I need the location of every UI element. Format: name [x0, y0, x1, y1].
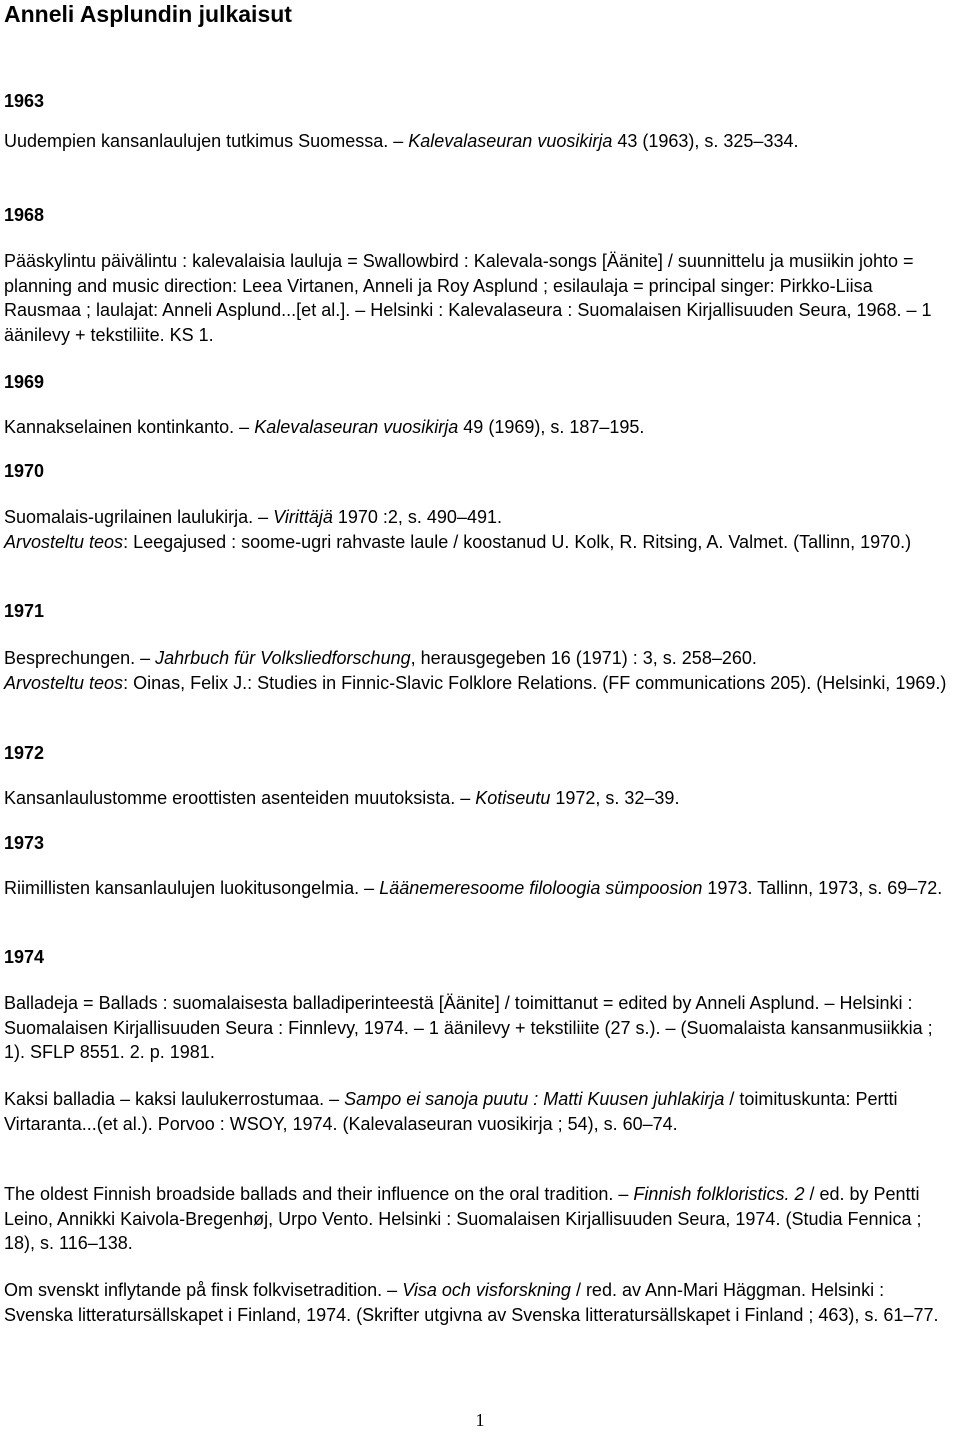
- year-heading-1971: 1971: [4, 601, 45, 621]
- bibliography-entry: Pääskylintu päivälintu : kalevalaisia lauluja = Swallowbird : Kalevala-songs [Äänite] / suunnittelu ja musiikin johto = planning and music direction: Leea Virtanen, Anneli ja Roy Asplund ; esilaulaja = principal singer: Pirkko-Liisa Rausmaa ; laulajat: Anneli Asplund...[et al.]. – Helsinki : Kalevalaseura : Suomalaisen Kirjallisuuden Seura, 1968. – 1 äänilevy + tekstiliite. KS 1.: [4, 251, 932, 345]
- source-title: Visa och visforskning: [402, 1280, 571, 1300]
- year-heading-1969: 1969: [4, 372, 45, 392]
- source-title: Virittäjä: [273, 507, 333, 527]
- reviewed-work-label: Arvosteltu teos: [4, 672, 124, 693]
- page-number: 1: [475, 1410, 485, 1430]
- bibliography-entry: Suomalais-ugrilainen laulukirja. – Virittäjä 1970 :2, s. 490–491. Arvosteltu teos: Leegajused : soome-ugri rahvaste laule / koostanud U. Kolk, R. Ritsing, A. Valmet. (Tallinn, 1970.): [4, 507, 912, 552]
- year-heading-1970: 1970: [4, 461, 45, 481]
- bibliography-entry: Balladeja = Ballads : suomalaisesta balladiperinteestä [Äänite] / toimittanut = edited by Anneli Asplund. – Helsinki : Suomalaisen Kirjallisuuden Seura : Finnlevy, 1974. – 1 äänilevy + tekstiliite (27 s.). – (Suomalaista kansanmusiikkia ; 1). SFLP 8551. 2. p. 1981.: [4, 993, 933, 1062]
- bibliography-entry: Uudempien kansanlaulujen tutkimus Suomessa. – Kalevalaseuran vuosikirja 43 (1963), s. 325–334.: [4, 131, 799, 151]
- source-title: Läänemeresoome filoloogia sümpoosion: [379, 878, 703, 898]
- source-title: Sampo ei sanoja puutu : Matti Kuusen juhlakirja: [344, 1089, 725, 1109]
- source-title: Kotiseutu: [475, 788, 551, 808]
- source-title: Kalevalaseuran vuosikirja: [254, 417, 459, 437]
- bibliography-entry: Om svenskt inflytande på finsk folkvisetradition. – Visa och visforskning / red. av Ann-Mari Häggman. Helsinki : Svenska litteratursällskapet i Finland, 1974. (Skrifter utgivna av Svenska litteratursällskapet i Finland ; 463), s. 61–77.: [4, 1280, 939, 1325]
- bibliography-entry: Kaksi balladia – kaksi laulukerrostumaa. – Sampo ei sanoja puutu : Matti Kuusen juhlakirja / toimituskunta: Pertti Virtaranta...(et al.). Porvoo : WSOY, 1974. (Kalevalaseuran vuosikirja ; 54), s. 60–74.: [4, 1089, 898, 1134]
- year-heading-1974: 1974: [4, 947, 45, 967]
- bibliography-entry: Riimillisten kansanlaulujen luokitusongelmia. – Läänemeresoome filoloogia sümpoosion 1973. Tallinn, 1973, s. 69–72.: [4, 878, 943, 898]
- source-title: Kalevalaseuran vuosikirja: [408, 131, 613, 151]
- bibliography-entry: Kansanlaulustomme eroottisten asenteiden muutoksista. – Kotiseutu 1972, s. 32–39.: [4, 788, 680, 808]
- year-heading-1973: 1973: [4, 833, 45, 853]
- reviewed-work-label: Arvosteltu teos: [4, 531, 124, 552]
- year-heading-1968: 1968: [4, 205, 45, 225]
- year-heading-1963: 1963: [4, 91, 45, 111]
- page-title: Anneli Asplundin julkaisut: [4, 1, 292, 27]
- bibliography-entry: Kannakselainen kontinkanto. – Kalevalaseuran vuosikirja 49 (1969), s. 187–195.: [4, 417, 645, 437]
- source-title: Jahrbuch für Volksliedforschung: [155, 648, 411, 668]
- bibliography-entry: Besprechungen. – Jahrbuch für Volksliedforschung, herausgegeben 16 (1971) : 3, s. 258–260. Arvosteltu teos: Oinas, Felix J.: Studies in Finnic-Slavic Folklore Relations. (FF communications 205). (Helsinki, 1969.): [4, 648, 947, 693]
- year-heading-1972: 1972: [4, 743, 45, 763]
- source-title: Finnish folkloristics. 2: [633, 1184, 805, 1204]
- bibliography-entry: The oldest Finnish broadside ballads and their influence on the oral tradition. – Finnish folkloristics. 2 / ed. by Pentti Leino, Annikki Kaivola-Bregenhøj, Urpo Vento. Helsinki : Suomalaisen Kirjallisuuden Seura, 1974. (Studia Fennica ; 18), s. 116–138.: [4, 1184, 922, 1253]
